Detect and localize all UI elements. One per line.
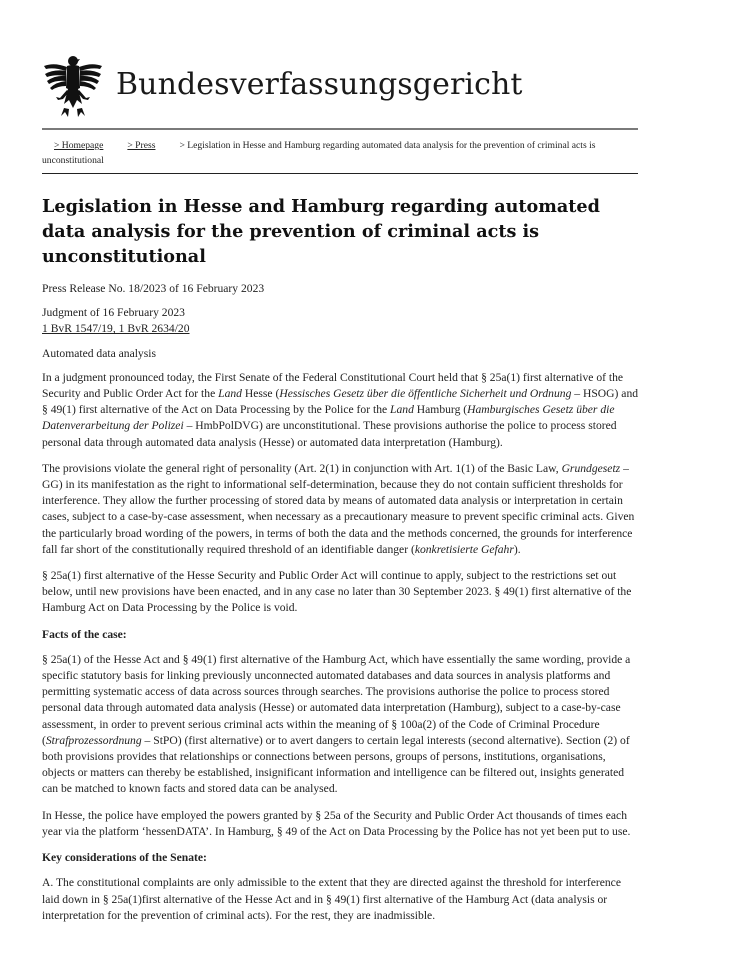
case-numbers-link[interactable]: 1 BvR 1547/19, 1 BvR 2634/20 — [42, 322, 190, 336]
paragraph-admissibility: A. The constitutional complaints are only admissible to the extent that they are directed against the threshold for interference laid down in § 25a(1)first alternative of the Hesse Act and in § 49(1) first alternative of the Hamburg Act (data analysis or interpretation for the prevention of criminal acts). For the rest, they are inadmissible. — [42, 876, 621, 922]
considerations-heading: Key considerations of the Senate: — [42, 851, 207, 865]
breadcrumb-divider — [42, 173, 638, 174]
paragraph-summary: In a judgment pronounced today, the First Senate of the Federal Constitutional Court held that § 25a(1) first alternative of the Security and Public Order Act for the Land Hesse (Hessisches Gesetz über die öffentliche Sicherheit und Ordnung – HSOG) and § 49(1) first alternative of the Act on Data Processing by the Police for the Land Hamburg (Hamburgisches Gesetz über die Datenverarbeitung der Polizei – HmbPolDVG) are unconstitutional. These provisions authorise the police to process stored personal data through automated data analysis (Hesse) or automated data interpretation (Hamburg). — [42, 370, 639, 449]
article — [42, 194, 640, 934]
paragraph-continuation: § 25a(1) first alternative of the Hesse Security and Public Order Act will continue to apply, subject to the restrictions set out below, until new provisions have been enacted, and in any case no later than 30 September 2023. § 49(1) first alternative of the Hamburg Act on Data Processing by the Police is void. — [42, 569, 632, 615]
paragraph-hesse-usage: In Hesse, the police have employed the powers granted by § 25a of the Security and Public Order Act thousands of times each year via the platform ‘hessenDATA’. In Hamburg, § 49 of the Act on Data Processing by the Police has not yet been put to use. — [42, 808, 631, 838]
article-title: Legislation in Hesse and Hamburg regarding automated data analysis for the prevention of criminal acts is unconstitutional — [42, 196, 600, 267]
facts-heading: Facts of the case: — [42, 627, 127, 641]
article-topic: Automated data analysis — [42, 346, 156, 360]
breadcrumb-current: > Legislation in Hesse and Hamburg regarding automated data analysis for the prevention of criminal acts is unconstitutional — [42, 140, 596, 166]
press-release-number: Press Release No. 18/2023 of 16 February 2023 — [42, 282, 265, 295]
header-divider — [42, 128, 638, 130]
paragraph-violation: The provisions violate the general right of personality (Art. 2(1) in conjunction with Art. 1(1) of the Basic Law, Grundgesetz – GG) in its manifestation as the right to informational self-determination, because they do not contain sufficient thresholds for interference. They allow the further processing of stored data by means of automated data analysis or interpretation in certain cases, subject to a case-by-case assessment, when necessary as a precautionary measure to prevent specific criminal acts. Given the particularly broad wording of the powers, in terms of both the data and the methods concerned, the grounds for interference fall far short of the constitutionally required threshold of an identifiable danger (konkretisierte Gefahr). — [42, 461, 635, 556]
site-header — [42, 52, 523, 118]
breadcrumb — [42, 138, 638, 168]
judgment-reference — [42, 305, 640, 337]
federal-eagle-icon — [42, 52, 104, 118]
paragraph-facts: § 25a(1) of the Hesse Act and § 49(1) first alternative of the Hamburg Act, which have essentially the same wording, provide a specific statutory basis for linking previously unconnected automated databases and data sources in analysis platforms and permitting systematic access of data across sources through searches. The provisions authorise the police to process stored personal data through automated data analysis (Hesse) or automated data interpretation (Hamburg), subject to a case-by-case assessment, in order to prevent serious criminal acts within the meaning of § 100a(2) of the Code of Criminal Procedure (Strafprozessordnung – StPO) (first alternative) or to avert dangers to certain legal interests (second alternative). Section (2) of both provisions provides that relationships or connections between persons, groups of persons, institutions, organisations, objects or matters can thereby be established, insignificant information and intelligence can be filtered out, insights generated can be matched to known facts and stored data can be analysed. — [42, 652, 631, 796]
breadcrumb-press-link[interactable]: > Press — [127, 140, 156, 151]
breadcrumb-homepage-link[interactable]: > Homepage — [54, 140, 104, 151]
site-title: Bundesverfassungsgericht — [116, 67, 523, 102]
judgment-date: Judgment of 16 February 2023 — [42, 306, 185, 320]
